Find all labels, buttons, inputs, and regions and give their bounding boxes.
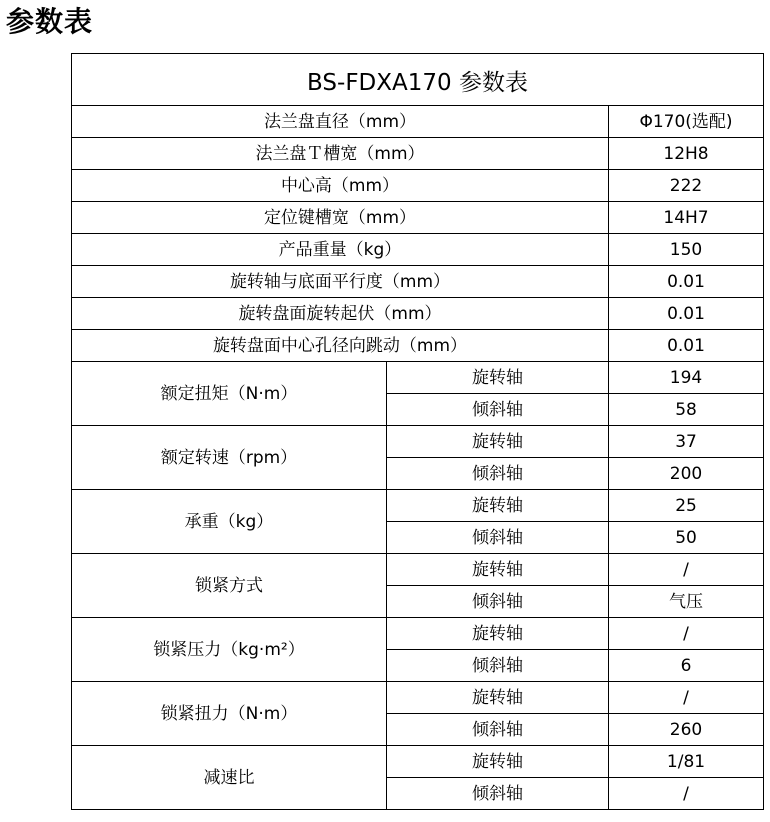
param-label: 法兰盘直径（mm） (72, 106, 609, 138)
group-label: 锁紧方式 (72, 554, 387, 618)
param-value: 0.01 (609, 266, 764, 298)
axis-label: 旋转轴 (387, 618, 609, 650)
axis-label: 倾斜轴 (387, 714, 609, 746)
param-label: 定位键槽宽（mm） (72, 202, 609, 234)
table-row (72, 202, 764, 234)
param-value: / (609, 618, 764, 650)
title-row (72, 54, 764, 106)
table-row (72, 362, 764, 394)
param-label: 产品重量（kg） (72, 234, 609, 266)
axis-label: 倾斜轴 (387, 586, 609, 618)
axis-label: 旋转轴 (387, 490, 609, 522)
axis-label: 旋转轴 (387, 426, 609, 458)
param-value: 25 (609, 490, 764, 522)
param-value: 194 (609, 362, 764, 394)
table-row (72, 138, 764, 170)
spec-table-body (72, 54, 764, 810)
group-label: 承重（kg） (72, 490, 387, 554)
axis-label: 旋转轴 (387, 362, 609, 394)
axis-label: 旋转轴 (387, 682, 609, 714)
table-row (72, 746, 764, 778)
param-label: 法兰盘Ｔ槽宽（mm） (72, 138, 609, 170)
table-row (72, 170, 764, 202)
param-value: 气压 (609, 586, 764, 618)
group-label: 额定转速（rpm） (72, 426, 387, 490)
axis-label: 倾斜轴 (387, 394, 609, 426)
param-value: 0.01 (609, 298, 764, 330)
table-row (72, 298, 764, 330)
axis-label: 倾斜轴 (387, 522, 609, 554)
param-value: 6 (609, 650, 764, 682)
param-value: 12H8 (609, 138, 764, 170)
param-value: 58 (609, 394, 764, 426)
param-value: 0.01 (609, 330, 764, 362)
axis-label: 倾斜轴 (387, 458, 609, 490)
table-row (72, 106, 764, 138)
axis-label: 旋转轴 (387, 554, 609, 586)
param-value: Φ170(选配) (609, 106, 764, 138)
group-label: 锁紧压力（kg·m²） (72, 618, 387, 682)
spec-table (71, 53, 764, 810)
table-row (72, 426, 764, 458)
group-label: 锁紧扭力（N·m） (72, 682, 387, 746)
param-label: 旋转轴与底面平行度（mm） (72, 266, 609, 298)
axis-label: 旋转轴 (387, 746, 609, 778)
param-value: / (609, 554, 764, 586)
param-value: 150 (609, 234, 764, 266)
param-value: 200 (609, 458, 764, 490)
group-label: 减速比 (72, 746, 387, 810)
table-title: BS-FDXA170 参数表 (72, 54, 764, 106)
param-value: / (609, 778, 764, 810)
param-label: 旋转盘面旋转起伏（mm） (72, 298, 609, 330)
page-heading: 参数表 (6, 5, 94, 38)
param-value: 14H7 (609, 202, 764, 234)
table-row (72, 330, 764, 362)
axis-label: 倾斜轴 (387, 650, 609, 682)
param-value: 50 (609, 522, 764, 554)
param-value: 1/81 (609, 746, 764, 778)
param-label: 旋转盘面中心孔径向跳动（mm） (72, 330, 609, 362)
param-value: 37 (609, 426, 764, 458)
param-value: 260 (609, 714, 764, 746)
param-label: 中心高（mm） (72, 170, 609, 202)
group-label: 额定扭矩（N·m） (72, 362, 387, 426)
table-row (72, 618, 764, 650)
param-value: 222 (609, 170, 764, 202)
table-row (72, 490, 764, 522)
table-row (72, 234, 764, 266)
axis-label: 倾斜轴 (387, 778, 609, 810)
table-row (72, 554, 764, 586)
param-value: / (609, 682, 764, 714)
table-row (72, 266, 764, 298)
table-row (72, 682, 764, 714)
